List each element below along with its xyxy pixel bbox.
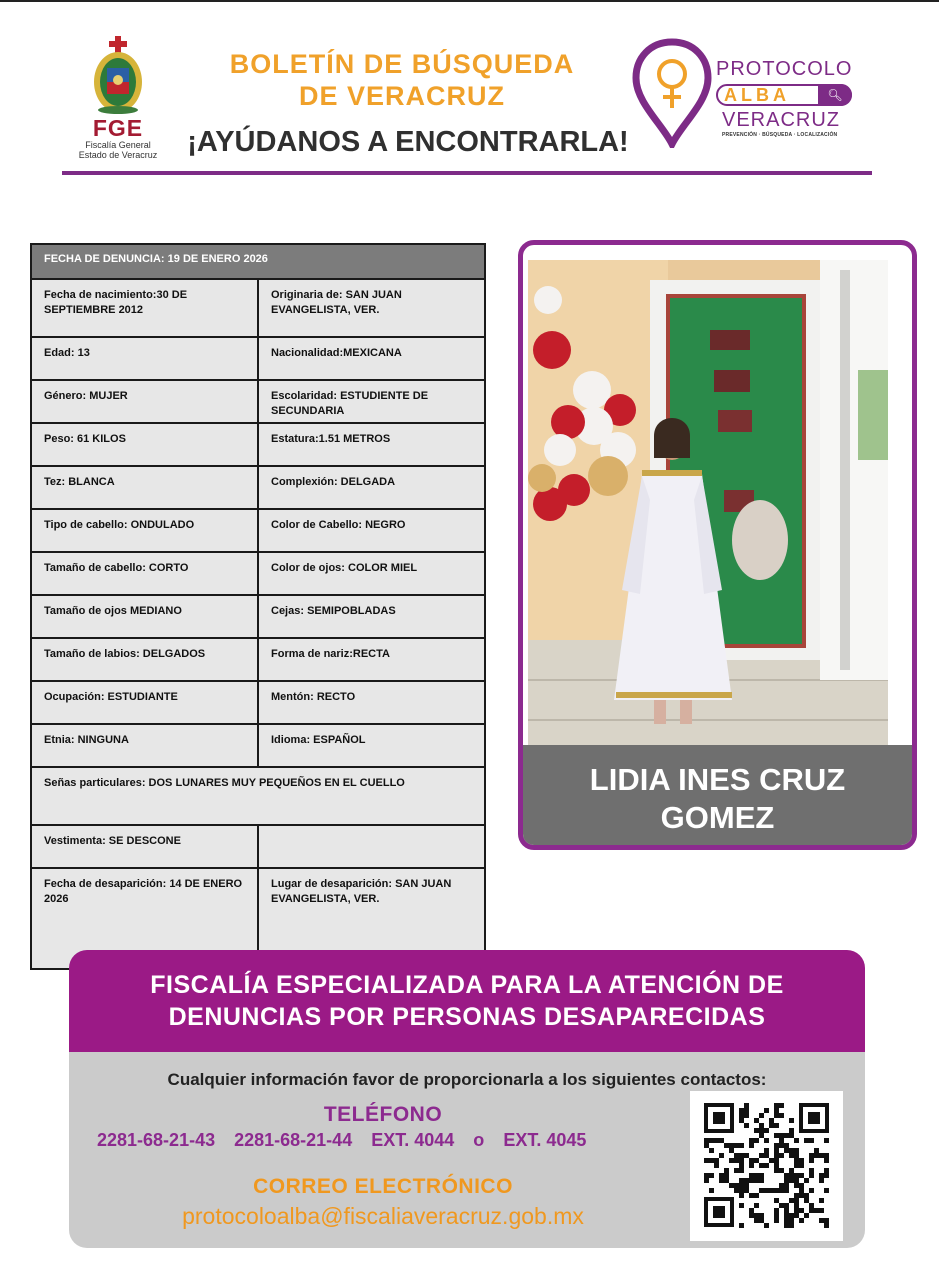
build: Complexión: DELGADA <box>271 476 396 488</box>
location-pin-female-icon <box>632 38 712 148</box>
hair-color: Color de Cabello: NEGRO <box>271 519 406 531</box>
table-row <box>32 682 484 725</box>
contact-intro: Cualquier información favor de proporcionarla a los siguientes contactos: <box>167 1070 767 1089</box>
eye-color: Color de ojos: COLOR MIEL <box>271 562 418 574</box>
skin-tone: Tez: BLANCA <box>32 467 259 508</box>
protocolo-alba-logo <box>630 38 860 150</box>
phone-numbers <box>97 1130 600 1151</box>
search-icon: 🔍︎ <box>818 84 852 106</box>
hair-type: Tipo de cabello: ONDULADO <box>32 510 259 551</box>
language: Idioma: ESPAÑOL <box>271 734 366 746</box>
phone-label: TELÉFONO <box>323 1103 443 1126</box>
eye-size: Tamaño de ojos MEDIANO <box>32 596 259 637</box>
table-row <box>32 826 484 869</box>
ext-or: o <box>473 1130 485 1150</box>
bulletin-title-line2: DE VERACRUZ <box>298 81 505 111</box>
eyebrows: Cejas: SEMIPOBLADAS <box>271 605 396 617</box>
bulletin-title <box>200 48 604 112</box>
bulletin-title-line1: BOLETÍN DE BÚSQUEDA <box>229 49 575 79</box>
birth-date: Fecha de nacimiento:30 DE SEPTIEMBRE 2012 <box>32 280 259 336</box>
ext-1: EXT. 4044 <box>371 1130 455 1150</box>
distinguishing-marks: Señas particulares: DOS LUNARES MUY PEQUEÑOS EN EL CUELLO <box>44 777 405 789</box>
chin: Mentón: RECTO <box>271 691 356 703</box>
person-name-line2: GOMEZ <box>660 800 775 835</box>
ext-2: EXT. 4045 <box>503 1130 587 1150</box>
ethnicity: Etnia: NINGUNA <box>32 725 259 766</box>
agency-name-line1: FISCALÍA ESPECIALIZADA PARA LA ATENCIÓN DE <box>150 971 784 999</box>
weight: Peso: 61 KILOS <box>32 424 259 465</box>
alba-veracruz: VERACRUZ <box>722 109 841 131</box>
origin: Originaria de: SAN JUAN EVANGELISTA, VER. <box>271 289 402 316</box>
phone-1[interactable]: 2281-68-21-43 <box>97 1130 216 1150</box>
fge-subtitle-2: Estado de Veracruz <box>78 150 158 160</box>
nationality: Nacionalidad:MEXICANA <box>271 347 402 359</box>
hair-length: Tamaño de cabello: CORTO <box>32 553 259 594</box>
height: Estatura:1.51 METROS <box>271 433 391 445</box>
table-row <box>32 596 484 639</box>
occupation: Ocupación: ESTUDIANTE <box>32 682 259 723</box>
help-us-find-her: ¡AYÚDANOS A ENCONTRARLA! <box>187 126 629 158</box>
alba-protocolo: PROTOCOLO <box>716 58 853 80</box>
fge-logo <box>70 36 166 160</box>
contact-panel <box>69 1052 865 1248</box>
report-date: FECHA DE DENUNCIA: 19 DE ENERO 2026 <box>32 245 484 280</box>
fge-acronym: FGE <box>92 115 144 141</box>
photo-card <box>518 240 917 850</box>
email-label: CORREO ELECTRÓNICO <box>253 1175 513 1198</box>
name-band <box>523 745 912 845</box>
header-divider <box>62 171 872 175</box>
phone-2[interactable]: 2281-68-21-44 <box>234 1130 353 1150</box>
table-row <box>32 768 484 826</box>
missing-person-data-table <box>30 243 486 970</box>
email-address[interactable]: protocoloalba@fiscaliaveracruz.gob.mx <box>182 1203 584 1229</box>
qr-code-icon <box>690 1091 843 1241</box>
clothing: Vestimenta: SE DESCONE <box>32 826 259 867</box>
qr-code[interactable] <box>690 1091 843 1241</box>
alba-tagline: PREVENCIÓN · BÚSQUEDA · LOCALIZACIÓN <box>722 132 838 138</box>
veracruz-coat-of-arms-icon <box>87 36 149 114</box>
age: Edad: 13 <box>32 338 259 379</box>
nose-shape: Forma de nariz:RECTA <box>271 648 390 660</box>
schooling: Escolaridad: ESTUDIENTE DE SECUNDARIA <box>271 390 429 417</box>
table-row <box>32 725 484 768</box>
top-border <box>0 0 939 2</box>
lip-size: Tamaño de labios: DELGADOS <box>32 639 259 680</box>
agency-banner <box>69 950 865 1052</box>
table-row <box>32 553 484 596</box>
table-row <box>32 381 484 424</box>
fge-subtitle-1: Fiscalía General <box>85 140 151 150</box>
alba-word: ALBA <box>724 85 790 105</box>
alba-pill <box>716 84 852 106</box>
person-name <box>523 761 912 837</box>
disappearance-place: Lugar de desaparición: SAN JUAN EVANGELISTA, VER. <box>271 878 452 905</box>
photo-illustration <box>528 260 888 750</box>
agency-name-line2: DENUNCIAS POR PERSONAS DESAPARECIDAS <box>168 1003 766 1031</box>
table-row <box>32 424 484 467</box>
table-row <box>32 639 484 682</box>
disappearance-date: Fecha de desaparición: 14 DE ENERO 2026 <box>32 869 259 968</box>
table-row <box>32 467 484 510</box>
person-name-line1: LIDIA INES CRUZ <box>589 762 846 797</box>
table-row <box>32 510 484 553</box>
missing-person-photo <box>528 260 888 750</box>
table-row <box>32 338 484 381</box>
clothing-extra <box>259 826 484 867</box>
gender: Género: MUJER <box>32 381 259 422</box>
agency-name <box>69 969 865 1033</box>
table-row <box>32 280 484 338</box>
